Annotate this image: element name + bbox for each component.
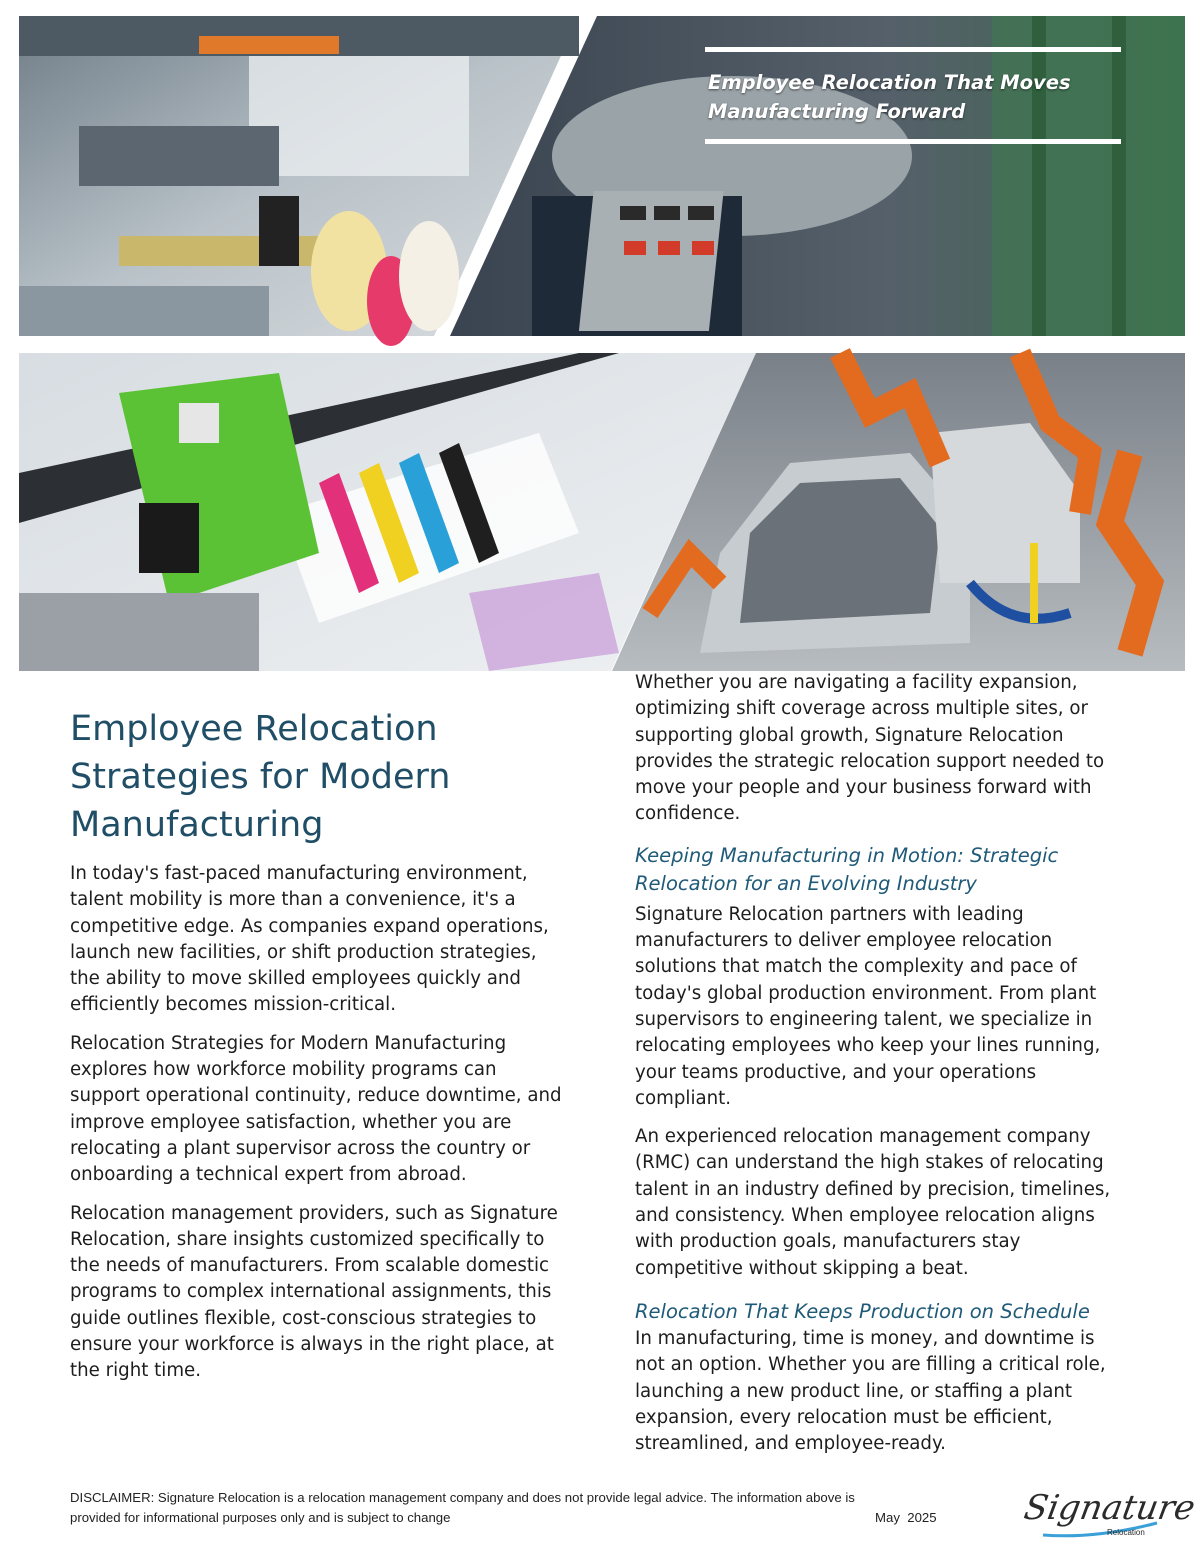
hero-bottom-rule	[705, 139, 1121, 144]
hero-title: Employee Relocation That Moves Manufacturing Forward	[708, 71, 1071, 123]
left-column	[70, 705, 570, 1397]
section-heading-motion: Keeping Manufacturing in Motion: Strategic Relocation for an Evolving Industry	[635, 843, 1059, 895]
providers-paragraph: Relocation management providers, such as Signature Relocation, share insights customized specifically to the needs of manufacturers. From scalable domestic programs to complex international assignments, this guide outlines flexible, cost-conscious strategies to ensure your workforce is always in the right place, at the right time.	[70, 1202, 558, 1382]
section-heading-schedule: Relocation That Keeps Production on Schedule	[635, 1299, 1090, 1323]
robotic-car-assembly-photo	[610, 353, 1185, 671]
logo-subtext: Relocation	[1107, 1528, 1145, 1537]
logo-wordmark: Signature	[1021, 1488, 1199, 1528]
disclaimer	[70, 1488, 990, 1528]
strategies-paragraph: Relocation Strategies for Modern Manufacturing explores how workforce mobility programs can support operational continuity, reduce downtime, and improve employee satisfaction, whether you are relocating a plant supervisor across the country or onboarding a technical expert from abroad.	[70, 1032, 562, 1186]
disclaimer-line-1: DISCLAIMER: Signature Relocation is a relocation management company and does not provide legal advice. The information above is	[70, 1490, 855, 1505]
partners-paragraph: Signature Relocation partners with leading manufacturers to deliver employee relocation solutions that match the complexity and pace of today's global production environment. From plant supervisors to engineering talent, we specialize in relocating employees who keep your lines running, your teams productive, and your operations compliant.	[635, 903, 1101, 1109]
intro-paragraph: In today's fast-paced manufacturing environment, talent mobility is more than a convenience, it's a competitive edge. As companies expand operations, launch new facilities, or shift production strategies, the ability to move skilled employees quickly and efficiently becomes mission-critical.	[70, 863, 549, 1016]
publish-date: May 2025	[875, 1510, 937, 1525]
navigating-paragraph: Whether you are navigating a facility expansion, optimizing shift coverage across multiple sites, or supporting global growth, Signature Relocation provides the strategic relocation support needed to move your people and your business forward with confidence.	[635, 672, 1105, 825]
rmc-paragraph: An experienced relocation management company (RMC) can understand the high stakes of relocating talent in an industry defined by precision, timelines, and consistency. When employee relocation aligns with production goals, manufacturers stay competitive without skipping a beat.	[635, 1126, 1111, 1279]
time-is-money-paragraph: In manufacturing, time is money, and downtime is not an option. Whether you are filling a critical role, launching a new product line, or staffing a plant expansion, every relocation must be efficient, streamlined, and employee-ready.	[635, 1327, 1106, 1455]
disclaimer-line-2: provided for informational purposes only and is subject to change	[70, 1510, 451, 1525]
document-title: Employee Relocation Strategies for Modern Manufacturing	[70, 709, 451, 845]
right-column	[635, 670, 1130, 1469]
hero-title-block	[705, 47, 1121, 144]
signature-relocation-logo	[1021, 1483, 1199, 1545]
hero-top-rule	[705, 47, 1121, 52]
